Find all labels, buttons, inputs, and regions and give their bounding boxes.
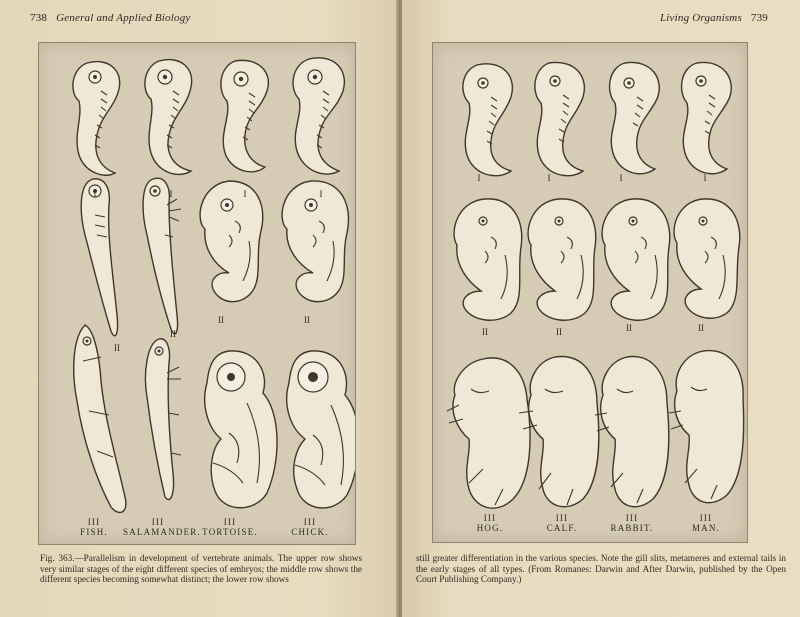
left-species-1-name: FISH. <box>80 527 108 537</box>
right-embryo-illustration <box>433 43 747 542</box>
left-figure-caption: Fig. 363.—Parallelism in development of vertebrate animals. The upper row shows very similar stages of the eight different species of embryos; the middle row shows the different species becoming somewhat distinct; the lower row shows <box>40 553 362 584</box>
left-page-number: 738 <box>30 12 48 24</box>
right-species-1-stage: III <box>483 513 497 523</box>
right-row2-label-4: II <box>698 323 704 333</box>
right-species-3-stage: III <box>625 513 639 523</box>
embryo-row2-man <box>674 199 740 318</box>
embryo-row3-salamander <box>146 339 182 500</box>
right-species-label-3 <box>597 513 667 533</box>
embryo-row2-fish <box>81 179 117 336</box>
right-species-4-name: MAN. <box>691 523 721 533</box>
right-species-4-stage: III <box>699 513 713 523</box>
embryo-row2-tortoise <box>200 181 263 302</box>
left-page <box>0 0 398 617</box>
embryo-row3-fish <box>74 325 126 512</box>
left-embryo-plate <box>38 42 356 545</box>
left-species-4-name: CHICK. <box>291 527 329 537</box>
left-species-label-1 <box>59 517 129 537</box>
left-row2-label-2: II <box>170 329 176 339</box>
right-row2-label-3: II <box>626 323 632 333</box>
embryo-row2-hog <box>454 199 522 320</box>
embryo-row3-tortoise <box>205 351 277 508</box>
right-species-label-1 <box>455 513 525 533</box>
left-species-label-3 <box>195 517 265 537</box>
embryo-row2-chick <box>282 181 348 302</box>
right-page-number: 739 <box>750 12 768 24</box>
left-page-header <box>30 12 197 24</box>
right-species-label-4 <box>671 513 741 533</box>
embryo-row1-tortoise <box>221 60 268 171</box>
left-row2-label-3: II <box>218 315 224 325</box>
right-row2-label-1: II <box>482 327 488 337</box>
embryo-row1-chick <box>293 58 344 174</box>
embryo-row3-chick <box>287 351 355 508</box>
right-row1-label-1: I <box>477 173 481 183</box>
right-figure-caption: still greater differentiation in the various species. Note the gill slits, metameres and external tails in the early stages of all types. (From Romanes: Darwin and After Darwin, published by the Open Court Publishing Company.) <box>416 553 786 584</box>
right-running-head: Living Organisms <box>659 12 742 24</box>
right-row1-label-2: I <box>547 173 551 183</box>
right-row2-label-2: II <box>556 327 562 337</box>
left-row1-label-1: I <box>93 189 97 199</box>
left-embryo-illustration <box>39 43 355 544</box>
embryo-row1-fish <box>73 62 120 176</box>
right-row1-label-3: I <box>619 173 623 183</box>
left-species-2-stage: III <box>151 517 165 527</box>
right-species-2-name: CALF. <box>546 523 578 533</box>
left-running-head: General and Applied Biology <box>56 12 191 24</box>
embryo-row1-rabbit <box>610 62 660 173</box>
left-row1-label-4: I <box>319 189 323 199</box>
embryo-row3-rabbit <box>595 357 669 507</box>
embryo-row1-calf <box>535 62 584 175</box>
right-species-label-2 <box>527 513 597 533</box>
left-species-1-stage: III <box>87 517 101 527</box>
left-row1-label-3: I <box>243 189 247 199</box>
embryo-row2-calf <box>528 199 596 320</box>
embryo-row1-salamander <box>145 60 192 175</box>
right-page-header <box>654 12 768 24</box>
right-embryo-plate <box>432 42 748 543</box>
embryo-row3-man <box>669 351 744 503</box>
left-species-3-name: TORTOISE. <box>202 527 258 537</box>
right-species-2-stage: III <box>555 513 569 523</box>
right-species-3-name: RABBIT. <box>610 523 654 533</box>
right-page <box>402 0 800 617</box>
left-species-2-name: SALAMANDER. <box>123 527 201 537</box>
embryo-row2-rabbit <box>602 199 670 320</box>
left-species-3-stage: III <box>223 517 237 527</box>
right-species-1-name: HOG. <box>476 523 504 533</box>
embryo-row1-hog <box>463 64 512 176</box>
embryo-row3-calf <box>519 357 599 507</box>
left-row2-label-1: II <box>114 343 120 353</box>
left-species-4-stage: III <box>303 517 317 527</box>
embryo-row1-man <box>682 62 732 173</box>
left-row2-label-4: II <box>304 315 310 325</box>
right-row1-label-4: I <box>703 173 707 183</box>
left-species-label-2 <box>123 517 201 537</box>
embryo-row2-salamander <box>143 178 181 334</box>
left-row1-label-2: I <box>169 189 173 199</box>
left-species-label-4 <box>275 517 345 537</box>
embryo-row3-hog <box>447 358 530 508</box>
